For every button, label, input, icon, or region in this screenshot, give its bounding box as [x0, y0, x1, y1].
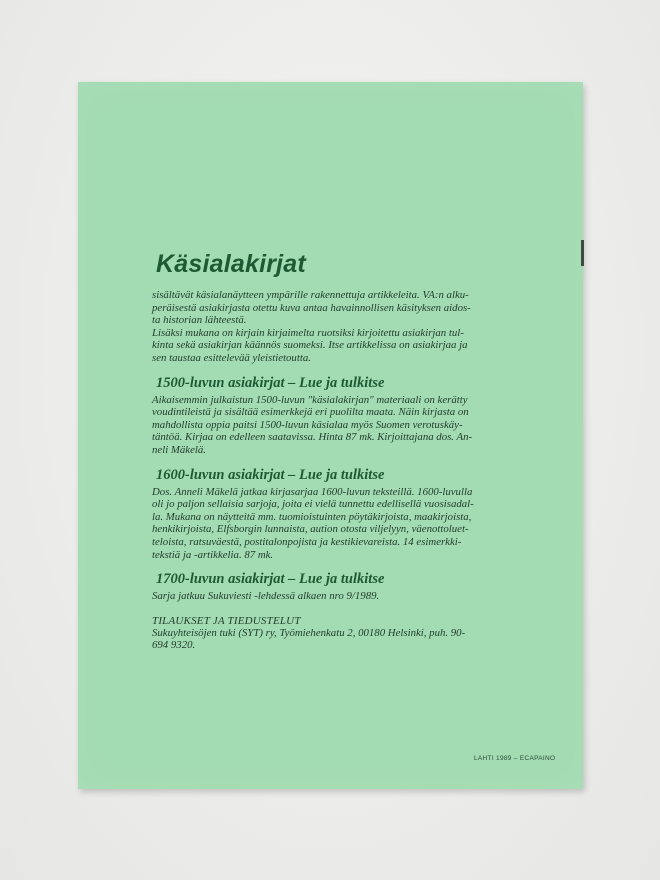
printer-imprint: LAHTI 1989 – ECAPAINO	[474, 755, 556, 762]
spine-mark	[581, 240, 584, 266]
section-line: tekstiä ja -artikkelia. 87 mk.	[152, 548, 274, 561]
intro-line: ta historian lähteestä.	[152, 314, 247, 327]
cover-text	[152, 250, 562, 652]
intro-line: Lisäksi mukana on kirjain kirjaimelta ruotsiksi kirjoitettu asiakirjan tul-	[152, 326, 464, 339]
intro-line: peräisestä asiakirjasta otettu kuva antaa havainnollisen käsityksen aidos-	[152, 301, 471, 314]
section-line: henkikirjoista, Elfsborgin lunnaista, aution otosta viljelyyn, väenottoluet-	[152, 523, 469, 536]
section-line: la. Mukana on näytteitä mm. tuomioistuinten pöytäkirjoista, maakirjoista,	[152, 510, 472, 523]
section-heading: 1500-luvun asiakirjat – Lue ja tulkitse	[156, 374, 385, 391]
section-line: Sarja jatkuu Sukuviesti -lehdessä alkaen nro 9/1989.	[152, 590, 380, 603]
section-line: neli Mäkelä.	[152, 443, 206, 456]
section-heading: 1600-luvun asiakirjat – Lue ja tulkitse	[156, 466, 385, 483]
section-line: mahdollista oppia paitsi 1500-luvun käsialaa myös Suomen verotuskäy-	[152, 418, 463, 431]
section-heading: 1700-luvun asiakirjat – Lue ja tulkitse	[156, 571, 385, 588]
section-1700	[152, 571, 562, 603]
section-1500	[152, 375, 562, 457]
section-line: voudintileistä ja sisältää esimerkkejä eri puolilta maata. Näin kirjasta on	[152, 406, 469, 419]
contact-heading: TILAUKSET JA TIEDUSTELUT	[152, 614, 301, 627]
contact-line: Sukuyhteisöjen tuki (SYT) ry, Työmiehenkatu 2, 00180 Helsinki, puh. 90-	[152, 626, 466, 639]
section-line: oli jo paljon sellaisia sarjoja, joita ei vielä tunnettu edellisellä vuosisadal-	[152, 498, 474, 511]
section-line: Dos. Anneli Mäkelä jatkaa kirjasarjaa 1600-luvun teksteillä. 1600-luvulla	[152, 485, 473, 498]
contact-block	[152, 615, 562, 652]
intro-line: sen taustaa esittelevää yleistietoutta.	[152, 351, 311, 364]
intro-line: sisältävät käsialanäytteen ympärille rakennettuja artikkeleita. VA:n alku-	[152, 289, 469, 301]
section-line: täntöä. Kirjaa on edelleen saatavissa. Hinta 87 mk. Kirjoittajana dos. An-	[152, 431, 473, 444]
section-line: Aikaisemmin julkaistun 1500-luvun "käsialakirjan" materiaali on kerätty	[152, 393, 468, 406]
contact-line: 694 9320.	[152, 639, 196, 652]
intro-line: kinta sekä asiakirjan käännös suomeksi. Itse artikkelissa on asiakirjaa ja	[152, 339, 468, 352]
section-1600	[152, 467, 562, 562]
intro-paragraph	[152, 289, 562, 365]
section-line: teloista, ratsuväestä, postitalonpojista ja kestikievareista. 14 esimerkki-	[152, 535, 462, 548]
cover-title: Käsialakirjat	[156, 250, 306, 278]
